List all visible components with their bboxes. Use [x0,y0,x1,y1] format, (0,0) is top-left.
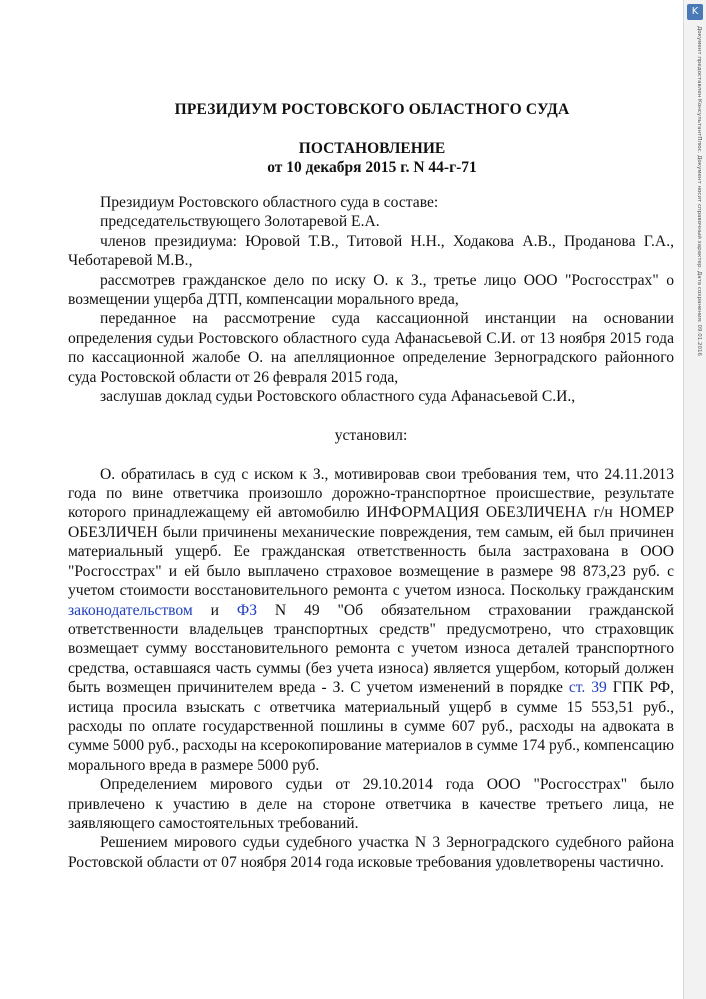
court-heading: ПРЕЗИДИУМ РОСТОВСКОГО ОБЛАСТНОГО СУДА [174,101,570,118]
intro-members: членов президиума: Юровой Т.В., Титовой Н.Н., Ходакова А.В., Проданова Г.А., Чеботаревой М.В., [68,232,674,270]
main-paragraph-2: Определением мирового судьи от 29.10.2014 года ООО "Росгосстрах" было привлечено к участию в деле на стороне ответчика в качестве третьего лица, не заявляющего самостоятельных требований. [68,776,674,832]
document-type: ПОСТАНОВЛЕНИЕ [298,140,446,157]
article-39-link[interactable]: ст. 39 [568,679,607,697]
document-body [68,193,674,872]
document-date-number: от 10 декабря 2015 г. N 44-г-71 [267,159,477,176]
intro-case: рассмотрев гражданское дело по иску О. к З., третье лицо ООО "Росгосстрах" о возмещении ущерба ДТП, компенсации морального вреда, [68,271,674,309]
main-p1-part-b: и [192,601,237,619]
main-paragraph-1 [68,465,674,776]
intro-transfer: переданное на рассмотрение суда кассационной инстанции на основании определения судьи Ростовского областного суда Афанасьевой С.И. от 13 ноября 2015 года по кассационной жалобе О. на апелляционное определение Зерноградского районного суда Ростовской области от 26 февраля 2015 года, [68,310,674,386]
main-paragraph-3: Решением мирового судьи судебного участка N 3 Зерноградского судебного района Ростовской области от 07 ноября 2014 года исковые требования удовлетворены частично. [68,834,674,871]
right-margin-strip [683,0,706,999]
intro-chair: председательствующего Золотаревой Е.А. [100,213,380,231]
intro-composition: Президиум Ростовского областного суда в составе: [100,194,439,211]
fz-link[interactable]: ФЗ [236,601,258,619]
consultant-logo-icon: K [687,4,703,20]
intro-report: заслушав доклад судьи Ростовского областного суда Афанасьевой С.И., [100,388,576,406]
main-p1-part-c: N 49 "Об обязательном страховании гражданской ответственности владельцев транспортных средств" предусмотрено, что страховщик возмещает сумму восстановительного ремонта с учетом износа деталей транспортного средства, оставшаяся часть суммы (без учета износа) является ущербом, который должен быть возмещен причинителем вреда - З. С учетом изменений в порядке [68,601,674,697]
law-link[interactable]: законодательством [68,601,193,619]
main-p1-part-d: ГПК РФ, истица просила взыскать с ответчика материальный ущерб в сумме 15 553,51 руб., расходы по оплате государственной пошлины в сумме 607 руб., расходы на адвоката в сумме 5000 руб., расходы на ксерокопирование материалов в сумме 174 руб., компенсацию морального вреда в размере 5000 руб. [68,679,674,774]
sidebar-note: Документ предоставлен КонсультантПлюс. Документ носит справочный характер. Дата сохранения: 09.01.2016 [696,26,702,356]
main-p1-part-a: О. обратилась в суд с иском к З., мотивировав свои требования тем, что 24.11.2013 года по вине ответчика произошло дорожно-транспортное происшествие, результате которого принадлежащему ей автомобилю ИНФОРМАЦИЯ ОБЕЗЛИЧЕНА г/н НОМЕР ОБЕЗЛИЧЕН были причинены механические повреждения, тем самым, ей был причинен материальный ущерб. Ее гражданская ответственность была застрахована в ООО "Росгосстрах" и ей было выплачено страховое возмещение в размере 98 873,23 руб. с учетом стоимости восстановительного ремонта с учетом износа. Поскольку гражданским [68,465,674,600]
established-heading: установил: [334,426,408,444]
